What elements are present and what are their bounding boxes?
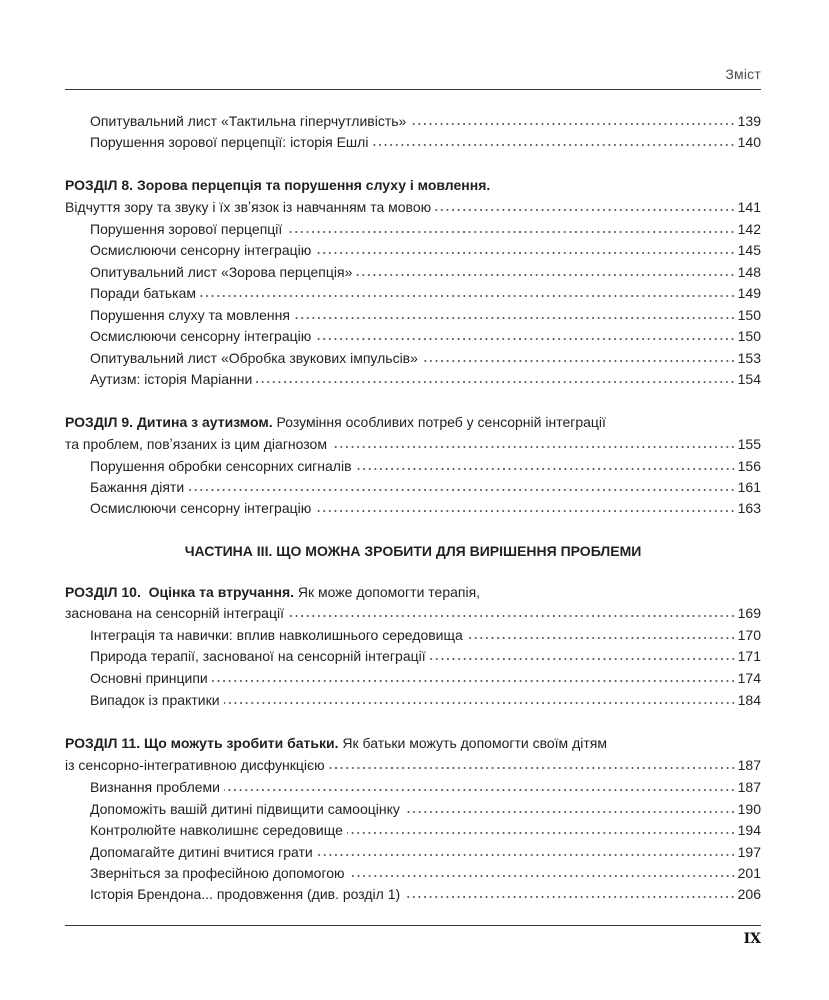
chapter-9-heading[interactable] xyxy=(65,412,606,432)
toc-entry-page: 187 xyxy=(737,779,761,795)
toc-entry[interactable] xyxy=(90,132,761,152)
toc-entry-label: Порушення зорової перцепції: історія Ешлі xyxy=(90,134,369,150)
toc-entry-label: Опитувальний лист «Обробка звукових імпульсів» xyxy=(90,350,418,366)
chapter-8-continuation: Відчуття зору та звуку і їх звʼязок із навчанням та мовою xyxy=(65,199,432,215)
toc-entry[interactable] xyxy=(90,262,761,282)
toc-entry-label: Бажання діяти xyxy=(90,479,185,495)
toc-entry-page: 139 xyxy=(737,113,761,129)
chapter-10-heading[interactable] xyxy=(65,582,480,602)
toc-entry-page: 201 xyxy=(737,865,761,881)
toc-entry-page: 190 xyxy=(737,801,761,817)
toc-entry[interactable] xyxy=(90,884,761,904)
chapter-9-subtitle: Розуміння особливих потреб у сенсорній інтеграції xyxy=(272,414,606,430)
toc-entry-page: 145 xyxy=(737,242,761,258)
dot-leader xyxy=(435,208,736,212)
dot-leader xyxy=(200,294,736,298)
dot-leader xyxy=(410,122,735,126)
toc-entry-page: 161 xyxy=(737,479,761,495)
dot-leader xyxy=(404,895,735,899)
toc-entry[interactable] xyxy=(90,625,761,645)
toc-entry-label: Історія Брендона... продовження (див. розділ 1) xyxy=(90,886,401,902)
chapter-8-heading[interactable] xyxy=(65,175,490,195)
dot-leader xyxy=(467,636,736,640)
dot-leader xyxy=(430,657,736,661)
toc-entry-page: 142 xyxy=(737,221,761,237)
page-number: IX xyxy=(743,931,761,947)
chapter-10-title: РОЗДІЛ 10. Оцінка та втручання. xyxy=(65,584,295,600)
toc-entry[interactable] xyxy=(90,820,761,840)
part-3-title[interactable]: ЧАСТИНА III. ЩО МОЖНА ЗРОБИТИ ДЛЯ ВИРІШЕННЯ ПРОБЛЕМИ xyxy=(184,543,642,559)
toc-entry[interactable] xyxy=(90,477,761,497)
header-rule xyxy=(65,89,761,90)
toc-entry-label: Допомагайте дитині вчитися грати xyxy=(90,844,313,860)
toc-entry-page: 197 xyxy=(737,844,761,860)
chapter-10-page: 169 xyxy=(737,605,761,621)
toc-entry-page: 206 xyxy=(737,886,761,902)
chapter-10-entry[interactable] xyxy=(65,603,761,623)
footer-rule xyxy=(65,925,761,926)
toc-entry-label: Опитувальний лист «Зорова перцепція» xyxy=(90,264,353,280)
chapter-11-heading[interactable] xyxy=(65,733,607,753)
dot-leader xyxy=(404,810,736,814)
chapter-10-continuation: заснована на сенсорній інтеграції xyxy=(65,605,284,621)
toc-entry-page: 150 xyxy=(737,307,761,323)
chapter-11-title: РОЗДІЛ 11. Що можуть зробити батьки. xyxy=(65,735,339,751)
dot-leader xyxy=(212,679,736,683)
chapter-8-entry[interactable] xyxy=(65,197,761,217)
toc-entry-label: Порушення зорової перцепції xyxy=(90,221,283,237)
chapter-9-continuation: та проблем, повʼязаних із цим діагнозом xyxy=(65,436,327,452)
dot-leader xyxy=(315,509,735,513)
toc-entry-label: Порушення слуху та мовлення xyxy=(90,307,290,323)
chapter-11-subtitle: Як батьки можуть допомогти своїм дітям xyxy=(338,735,607,751)
toc-entry-page: 170 xyxy=(737,627,761,643)
toc-entry-label: Опитувальний лист «Тактильна гіперчутливість» xyxy=(90,113,407,129)
dot-leader xyxy=(356,467,736,471)
toc-entry[interactable] xyxy=(90,646,761,666)
toc-entry-page: 156 xyxy=(737,458,761,474)
dot-leader xyxy=(329,766,736,770)
toc-entry-page: 184 xyxy=(737,692,761,708)
toc-entry-page: 140 xyxy=(737,134,761,150)
toc-entry-label: Допоможіть вашій дитині підвищити самооцінку xyxy=(90,801,400,817)
toc-entry[interactable] xyxy=(90,842,761,862)
toc-entry[interactable] xyxy=(90,799,761,819)
chapter-9-page: 155 xyxy=(737,436,761,452)
dot-leader xyxy=(317,853,736,857)
dot-leader xyxy=(422,359,736,363)
toc-entry-label: Осмислюючи сенсорну інтеграцію xyxy=(90,242,312,258)
chapter-10-subtitle: Як може допомогти терапія, xyxy=(294,584,481,600)
toc-entry-label: Осмислюючи сенсорну інтеграцію xyxy=(90,500,312,516)
toc-entry-label: Контролюйте навколишнє середовище xyxy=(90,822,343,838)
dot-leader xyxy=(288,614,736,618)
toc-entry[interactable] xyxy=(90,369,761,389)
toc-entry-label: Випадок із практики xyxy=(90,692,220,708)
dot-leader xyxy=(286,230,735,234)
dot-leader xyxy=(331,445,736,449)
chapter-8-page: 141 xyxy=(737,199,761,215)
dot-leader xyxy=(349,874,736,878)
toc-entry-page: 150 xyxy=(737,328,761,344)
dot-leader xyxy=(256,380,735,384)
toc-entry[interactable] xyxy=(90,305,761,325)
toc-entry[interactable] xyxy=(90,456,761,476)
toc-entry[interactable] xyxy=(90,863,761,883)
toc-entry[interactable] xyxy=(90,668,761,688)
toc-entry-label: Поради батькам xyxy=(90,285,197,301)
dot-leader xyxy=(315,337,735,341)
toc-entry-label: Осмислюючи сенсорну інтеграцію xyxy=(90,328,312,344)
toc-entry-label: Основні принципи xyxy=(90,670,208,686)
dot-leader xyxy=(315,251,735,255)
chapter-11-continuation: із сенсорно-інтегративною дисфункцією xyxy=(65,757,325,773)
toc-entry-page: 194 xyxy=(737,822,761,838)
toc-entry[interactable] xyxy=(90,777,761,797)
chapter-11-entry[interactable] xyxy=(65,755,761,775)
toc-entry-page: 149 xyxy=(737,285,761,301)
dot-leader xyxy=(294,316,736,320)
chapter-9-title: РОЗДІЛ 9. Дитина з аутизмом. xyxy=(65,414,273,430)
toc-entry-page: 148 xyxy=(737,264,761,280)
dot-leader xyxy=(347,831,736,835)
toc-entry-label: Порушення обробки сенсорних сигналів xyxy=(90,458,352,474)
chapter-11-page: 187 xyxy=(737,757,761,773)
toc-entry[interactable] xyxy=(90,219,761,239)
toc-entry-page: 163 xyxy=(737,500,761,516)
toc-entry[interactable] xyxy=(90,240,761,260)
dot-leader xyxy=(224,788,736,792)
toc-entry-label: Аутизм: історія Маріанни xyxy=(90,371,253,387)
toc-entry[interactable] xyxy=(90,690,761,710)
toc-entry[interactable] xyxy=(90,498,761,518)
toc-entry[interactable] xyxy=(90,326,761,346)
dot-leader xyxy=(372,143,735,147)
toc-entry-page: 171 xyxy=(737,648,761,664)
toc-entry-page: 154 xyxy=(737,371,761,387)
running-head: Зміст xyxy=(725,66,761,82)
toc-entry-label: Природа терапії, заснованої на сенсорній інтеграції xyxy=(90,648,426,664)
toc-entry-page: 153 xyxy=(737,350,761,366)
chapter-8-title: РОЗДІЛ 8. Зорова перцепція та порушення слуху і мовлення. xyxy=(65,177,491,193)
dot-leader xyxy=(356,273,735,277)
toc-entry[interactable] xyxy=(90,111,761,131)
toc-entry-label: Інтеграція та навички: вплив навколишнього середовища xyxy=(90,627,463,643)
dot-leader xyxy=(224,701,736,705)
chapter-9-entry[interactable] xyxy=(65,434,761,454)
toc-entry-page: 174 xyxy=(737,670,761,686)
dot-leader xyxy=(188,488,735,492)
toc-entry[interactable] xyxy=(90,348,761,368)
toc-entry-label: Визнання проблеми xyxy=(90,779,220,795)
toc-entry-label: Зверніться за професійною допомогою xyxy=(90,865,345,881)
toc-entry[interactable] xyxy=(90,283,761,303)
